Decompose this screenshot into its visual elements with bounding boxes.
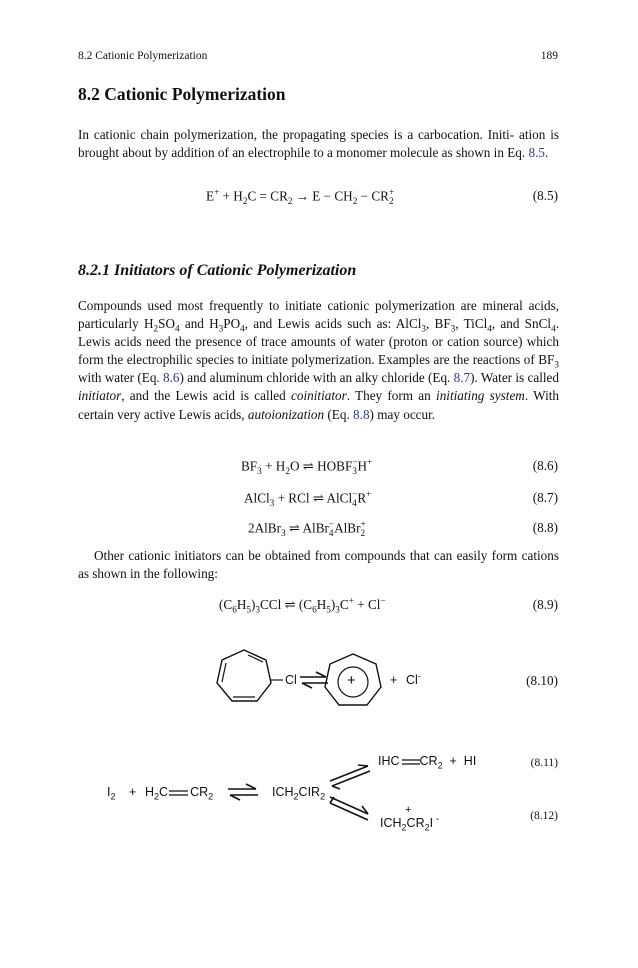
chloride-anion: Cl- — [406, 670, 421, 687]
equation-label-8-7: (8.7) — [532, 490, 558, 505]
equation-label-8-6: (8.6) — [532, 458, 558, 473]
chloride-label: Cl — [285, 673, 297, 687]
eq-ref-8-6[interactable]: 8.6 — [163, 370, 180, 386]
equation-8-9: $(C_6H_5)_3CCl$ ⇌ $(C_6H_5)_3C^+ + Cl^-$ — [219, 595, 386, 615]
branch-arrow-8-11 — [330, 765, 370, 789]
other-initiators-paragraph: Other cationic initiators can be obtained from compounds that can easily form cations as shown in the following: — [78, 548, 559, 582]
equation-8-8: 2AlBr$_3$ ⇌ AlBr − 4 AlBr + 2 — [248, 519, 366, 539]
iodine-reactant: $I_2$ — [107, 785, 116, 802]
plus-sign-8-10: + — [390, 673, 398, 687]
subsection-heading: 8.2.1 Initiators of Cationic Polymerization — [78, 262, 357, 279]
branch-arrow-8-12 — [330, 797, 368, 820]
eq-ref-8-8[interactable]: 8.8 — [353, 406, 370, 422]
equation-label-8-10: (8.10) — [526, 673, 558, 688]
equation-8-5: $E^+ + H_2C = CR_2 \to E - CH_2$ − CR + 2 — [206, 186, 395, 207]
carbocation-charge: + — [405, 804, 412, 816]
equilibrium-arrow-iodine — [228, 784, 258, 800]
running-header-title: 8.2 Cationic Polymerization — [78, 50, 208, 62]
plus-sign-reactants: + — [129, 785, 137, 799]
eq-ref-8-7[interactable]: 8.7 — [453, 370, 471, 386]
equation-label-8-8: (8.8) — [532, 520, 558, 535]
initiators-paragraph: Compounds used most frequently to initiate cationic polymerization are mineral acids, particularly $H_2SO_4$ and $H_3PO_4$, and Lewis acids such as: AlCl$_3$, $BF_3$, TiCl$_4$, and SnCl$_4$. Lewis acids need the presence of trace amounts of water (proton or cation source) which form the electrophilic species to initiate polymerization. Examples are the reactions of $BF_3$ with water (Eq. 8.6) and aluminum chloride with an alky chloride (Eq. 8.7). Water is called initiator, and the Lewis acid is called coinitiator. They form an initiating system. With certain very active Lewis acids, autoionization (Eq. 8.8) may occur. — [78, 298, 559, 422]
section-heading: 8.2 Cationic Polymerization — [78, 84, 286, 104]
intro-paragraph: In cationic chain polymerization, the propagating species is a carbocation. Initi- ation is brought about by addition of an electrophile to a monomer molecule as shown in Eq. 8.5. — [78, 127, 560, 161]
monomer-reactant: $H_2C$ $CR_2$ — [145, 785, 214, 802]
equation-label-8-5: (8.5) — [532, 188, 558, 203]
iodo-adduct: $ICH_2CIR_2$ — [272, 785, 326, 802]
equation-label-8-9: (8.9) — [532, 597, 558, 612]
product-8-11: IHC $CR_2$ + HI — [378, 754, 477, 771]
eq-ref-8-5[interactable]: 8.5 — [528, 145, 545, 161]
equation-label-8-11: (8.11) — [530, 757, 558, 769]
equation-8-7: AlCl$_3$ + RCl ⇌ AlCl − 4 R+ — [244, 488, 372, 509]
tropylium-charge: + — [347, 672, 356, 689]
equation-label-8-12: (8.12) — [530, 810, 558, 822]
product-8-12: $ICH_2CR_2I$ - — [380, 813, 440, 833]
page-number: 189 — [540, 50, 558, 62]
equation-8-6: $BF_3 + H_2O$ ⇌ HOBF − 3 H+ — [241, 456, 373, 477]
